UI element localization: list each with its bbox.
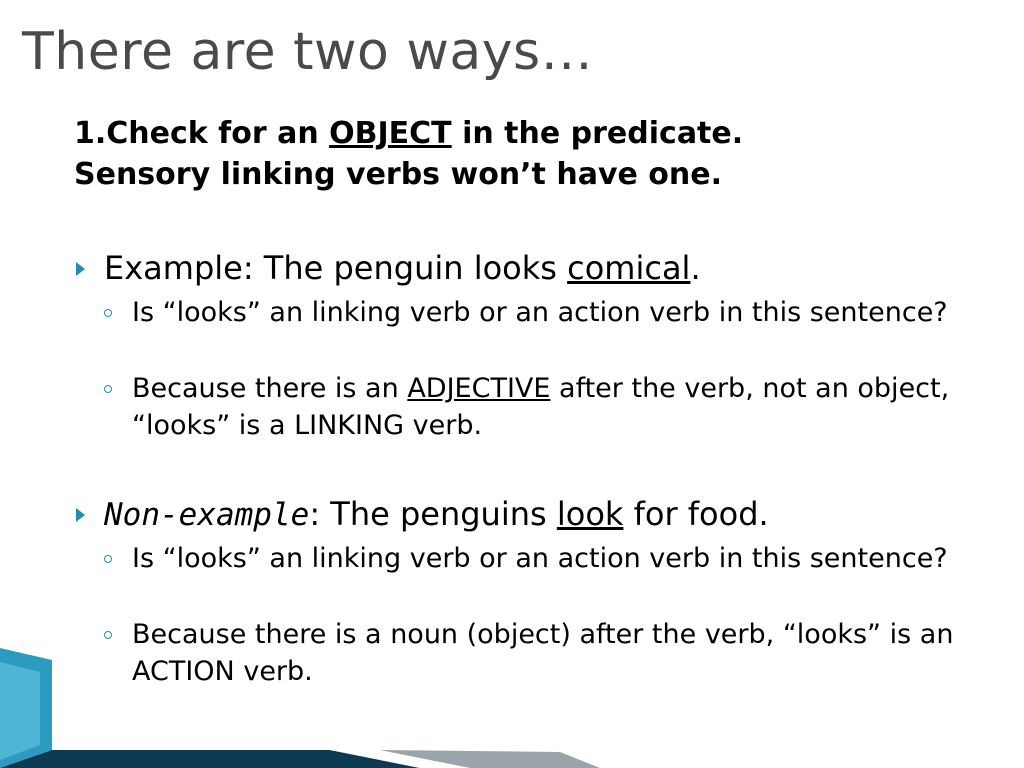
triangle-bullet-icon (76, 508, 85, 522)
circle-bullet-icon (104, 309, 112, 317)
adjective-term: ADJECTIVE (407, 373, 551, 404)
example-term: comical (567, 249, 691, 287)
nonexample-text: : The penguins (309, 495, 557, 533)
lead-text: 1.Check for an (74, 116, 330, 151)
nonexample-text: for food. (623, 495, 769, 533)
lead-paragraph (74, 113, 974, 195)
nonexample-bullet (104, 494, 769, 535)
example-sub-1: Is “looks” an linking verb or an action verb in this sentence? (132, 297, 948, 328)
lead-line-2: Sensory linking verbs won’t have one. (74, 157, 723, 192)
lead-line-1 (74, 113, 974, 154)
bottom-white-wedge (330, 750, 470, 768)
example-sub-2 (132, 370, 972, 444)
circle-bullet-icon (104, 631, 112, 639)
sub-text: after the verb, not an object, “looks” is a LINKING verb. (132, 373, 950, 441)
circle-bullet-icon (104, 385, 112, 393)
lead-text: in the predicate. (451, 116, 744, 151)
example-bullet (104, 248, 701, 288)
nonexample-term: look (556, 495, 624, 533)
left-blue-band-light (0, 662, 40, 760)
bottom-gray-band (380, 750, 600, 768)
nonexample-label: Non-example (104, 497, 310, 533)
nonexample-sub-1: Is “looks” an linking verb or an action verb in this sentence? (132, 543, 948, 574)
nonexample-sub-2: Because there is a noun (object) after the verb, “looks” is an ACTION verb. (132, 619, 954, 687)
sub-text: Because there is an (132, 373, 408, 404)
slide-title: There are two ways… (22, 22, 594, 82)
circle-bullet-icon (104, 555, 112, 563)
bottom-dark-band (0, 750, 420, 768)
example-text: Example: The penguin looks (104, 249, 568, 287)
object-term: OBJECT (329, 116, 452, 151)
left-blue-band (0, 648, 52, 768)
example-period: . (690, 249, 701, 287)
triangle-bullet-icon (76, 262, 85, 276)
